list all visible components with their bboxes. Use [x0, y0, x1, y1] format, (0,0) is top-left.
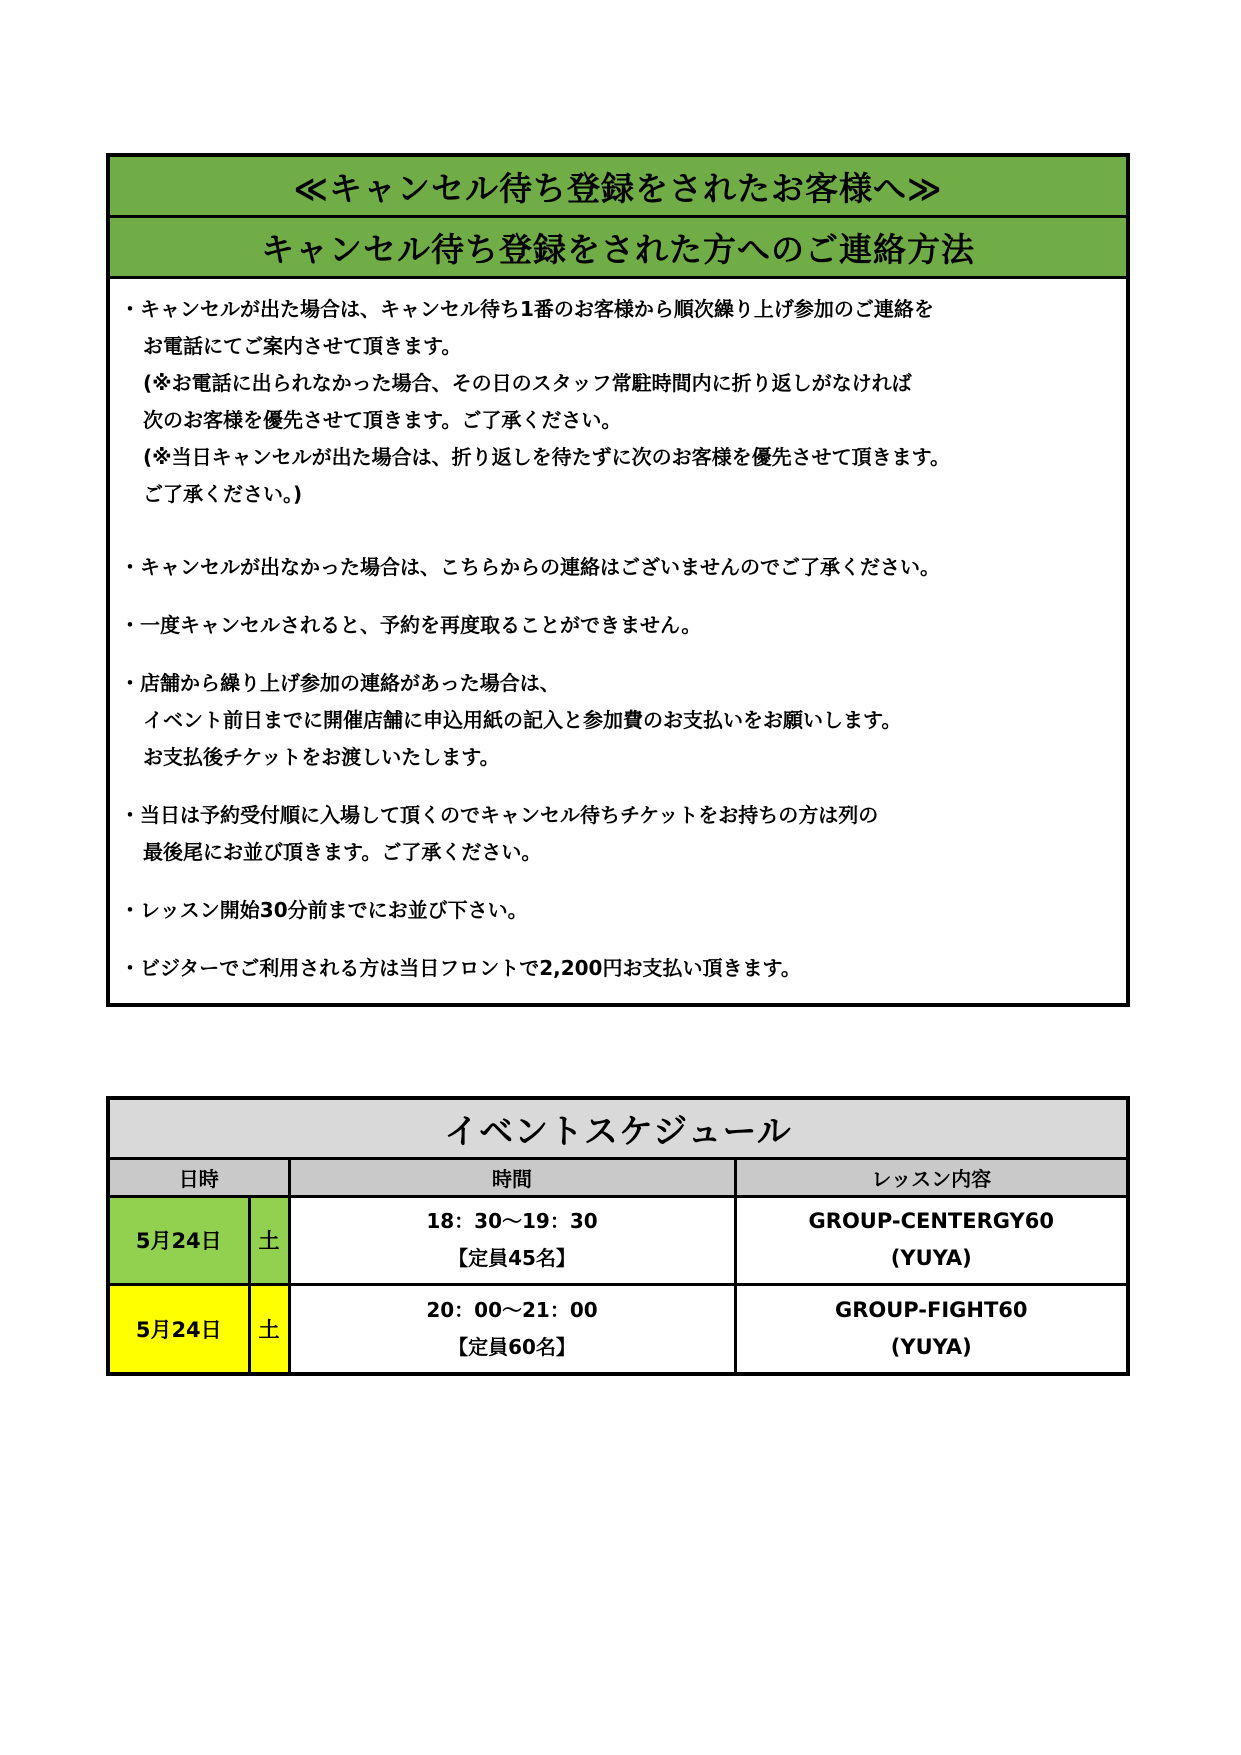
notice-title: ≪キャンセル待ち登録をされたお客様へ≫ [110, 157, 1126, 218]
date-cell: 5月24日 [110, 1284, 249, 1372]
capacity: 【定員60名】 [448, 1334, 576, 1359]
lesson-name: GROUP-CENTERGY60 [808, 1209, 1054, 1233]
table-row [110, 1284, 1126, 1372]
schedule-table [110, 1160, 1126, 1372]
date-cell: 5月24日 [110, 1196, 249, 1284]
capacity: 【定員45名】 [448, 1246, 576, 1270]
notice-line: ・キャンセルが出なかった場合は、こちらからの連絡はございませんのでご了承ください。 [120, 555, 940, 579]
notice-line: ・レッスン開始30分前までにお並び下さい。 [120, 898, 528, 922]
lesson-name: GROUP-FIGHT60 [834, 1297, 1028, 1322]
notice-line: イベント前日までに開催店舗に申込用紙の記入と参加費のお支払いをお願いします。 [143, 708, 902, 732]
lesson-cell [735, 1196, 1126, 1284]
notice-line: ・キャンセルが出た場合は、キャンセル待ち1番のお客様から順次繰り上げ参加のご連絡を [120, 297, 934, 321]
notice-line: 次のお客様を優先させて頂きます。ご了承ください。 [143, 408, 622, 432]
notice-body [110, 279, 1126, 1003]
notice-subtitle: キャンセル待ち登録をされた方へのご連絡方法 [110, 218, 1126, 279]
notice-line: (※お電話に出られなかった場合、その日のスタッフ常駐時間内に折り返しがなければ [143, 371, 912, 395]
time-cell [289, 1284, 735, 1372]
time-range: 20：00～21：00 [426, 1297, 598, 1322]
schedule-title: イベントスケジュール [110, 1100, 1126, 1160]
notice-line: お支払後チケットをお渡しいたします。 [143, 745, 500, 769]
event-schedule [106, 1096, 1130, 1376]
cancel-wait-notice [106, 153, 1130, 1007]
time-range: 18：30～19：30 [426, 1209, 598, 1233]
notice-line: お電話にてご案内させて頂きます。 [143, 334, 462, 358]
notice-line: ご了承ください。) [143, 482, 303, 506]
weekday-cell: 土 [249, 1284, 289, 1372]
header-date: 日時 [110, 1160, 289, 1196]
instructor-name: (YUYA) [890, 1246, 972, 1270]
lesson-cell [735, 1284, 1126, 1372]
notice-line: 最後尾にお並び頂きます。ご了承ください。 [143, 840, 542, 864]
weekday-cell: 土 [249, 1196, 289, 1284]
header-lesson: レッスン内容 [735, 1160, 1126, 1196]
instructor-name: (YUYA) [890, 1334, 972, 1359]
header-time: 時間 [289, 1160, 735, 1196]
table-row [110, 1196, 1126, 1284]
notice-line: (※当日キャンセルが出た場合は、折り返しを待たずに次のお客様を優先させて頂きます。 [143, 445, 950, 469]
notice-line: ・店舗から繰り上げ参加の連絡があった場合は、 [120, 671, 560, 695]
time-cell [289, 1196, 735, 1284]
notice-line: ・当日は予約受付順に入場して頂くのでキャンセル待ちチケットをお持ちの方は列の [120, 803, 879, 827]
notice-line: ・一度キャンセルされると、予約を再度取ることができません。 [120, 613, 702, 637]
notice-line: ・ビジターでご利用される方は当日フロントで2,200円お支払い頂きます。 [120, 956, 801, 980]
